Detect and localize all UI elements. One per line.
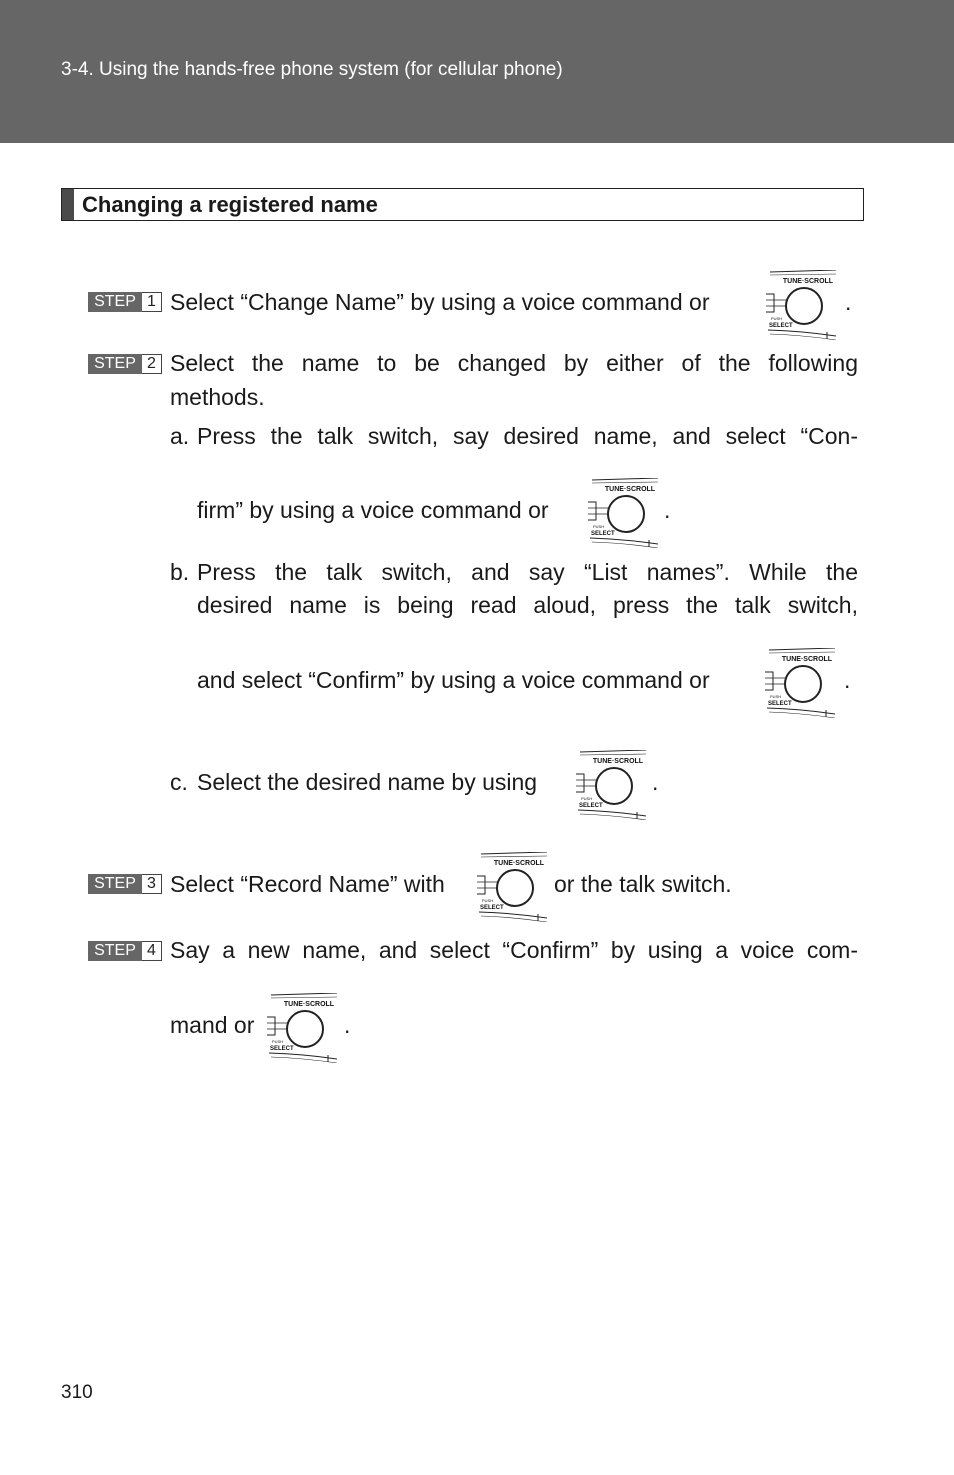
- svg-text:SELECT: SELECT: [768, 701, 792, 707]
- step-1-period: .: [845, 289, 852, 315]
- method-a-period: .: [664, 497, 671, 523]
- svg-text:TUNE·SCROLL: TUNE·SCROLL: [592, 758, 644, 765]
- svg-text:SELECT: SELECT: [769, 323, 793, 329]
- tune-scroll-knob-icon: [586, 478, 658, 548]
- svg-text:SELECT: SELECT: [270, 1046, 294, 1052]
- svg-text:TUNE·SCROLL: TUNE·SCROLL: [781, 656, 833, 663]
- step-word: STEP: [88, 354, 142, 374]
- tune-scroll-knob-icon: [265, 993, 337, 1063]
- svg-text:TUNE·SCROLL: TUNE·SCROLL: [604, 486, 656, 493]
- step-badge-2: [88, 354, 162, 374]
- step-3-after: or the talk switch.: [554, 871, 732, 897]
- method-b-line-1: Press the talk switch, and say “List names”. While the: [197, 559, 858, 585]
- section-heading-text: Changing a registered name: [82, 192, 378, 217]
- svg-text:SELECT: SELECT: [591, 531, 615, 537]
- method-a-marker: a.: [170, 423, 190, 449]
- step-2-line-1: Select the name to be changed by either of the following: [170, 350, 858, 376]
- section-heading-bar: [62, 189, 74, 220]
- svg-text:PUSH: PUSH: [771, 316, 783, 321]
- step-2-line-2: methods.: [170, 384, 265, 410]
- svg-text:SELECT: SELECT: [579, 803, 603, 809]
- tune-scroll-knob-icon: [763, 648, 835, 718]
- step-word: STEP: [88, 292, 142, 312]
- svg-text:PUSH: PUSH: [770, 694, 782, 699]
- section-heading: [61, 188, 864, 221]
- step-4-line-2: mand or: [170, 1012, 255, 1038]
- tune-scroll-knob-icon: [475, 852, 547, 922]
- step-4-period: .: [344, 1012, 351, 1038]
- page-number: 310: [61, 1382, 93, 1403]
- method-b-line-3: and select “Confirm” by using a voice command or: [197, 667, 710, 693]
- section-path: 3-4. Using the hands-free phone system (for cellular phone): [61, 59, 563, 80]
- step-number: 4: [142, 941, 162, 961]
- svg-text:PUSH: PUSH: [272, 1039, 284, 1044]
- method-c-marker: c.: [170, 769, 188, 795]
- step-badge-4: [88, 941, 162, 961]
- svg-text:SELECT: SELECT: [480, 905, 504, 911]
- step-1-text: Select “Change Name” by using a voice command or: [170, 289, 710, 315]
- step-number: 1: [142, 292, 162, 312]
- svg-text:PUSH: PUSH: [593, 524, 605, 529]
- step-badge-1: [88, 292, 162, 312]
- svg-text:PUSH: PUSH: [581, 796, 593, 801]
- step-word: STEP: [88, 941, 142, 961]
- step-badge-3: [88, 874, 162, 894]
- svg-text:TUNE·SCROLL: TUNE·SCROLL: [782, 278, 834, 285]
- step-word: STEP: [88, 874, 142, 894]
- tune-scroll-knob-icon: [764, 270, 836, 340]
- page-header: [0, 0, 954, 143]
- step-4-line-1: Say a new name, and select “Confirm” by using a voice com-: [170, 937, 858, 963]
- method-a-line-2: firm” by using a voice command or: [197, 497, 549, 523]
- svg-text:TUNE·SCROLL: TUNE·SCROLL: [493, 860, 545, 867]
- tune-scroll-knob-icon: [574, 750, 646, 820]
- step-number: 3: [142, 874, 162, 894]
- svg-text:TUNE·SCROLL: TUNE·SCROLL: [283, 1001, 335, 1008]
- method-b-marker: b.: [170, 559, 190, 585]
- svg-text:PUSH: PUSH: [482, 898, 494, 903]
- method-c-period: .: [652, 769, 659, 795]
- method-a-line-1: Press the talk switch, say desired name, and select “Con-: [197, 423, 858, 449]
- step-3-text: Select “Record Name” with: [170, 871, 445, 897]
- method-c-text: Select the desired name by using: [197, 769, 538, 795]
- method-b-line-2: desired name is being read aloud, press the talk switch,: [197, 592, 858, 618]
- step-number: 2: [142, 354, 162, 374]
- method-b-period: .: [844, 667, 851, 693]
